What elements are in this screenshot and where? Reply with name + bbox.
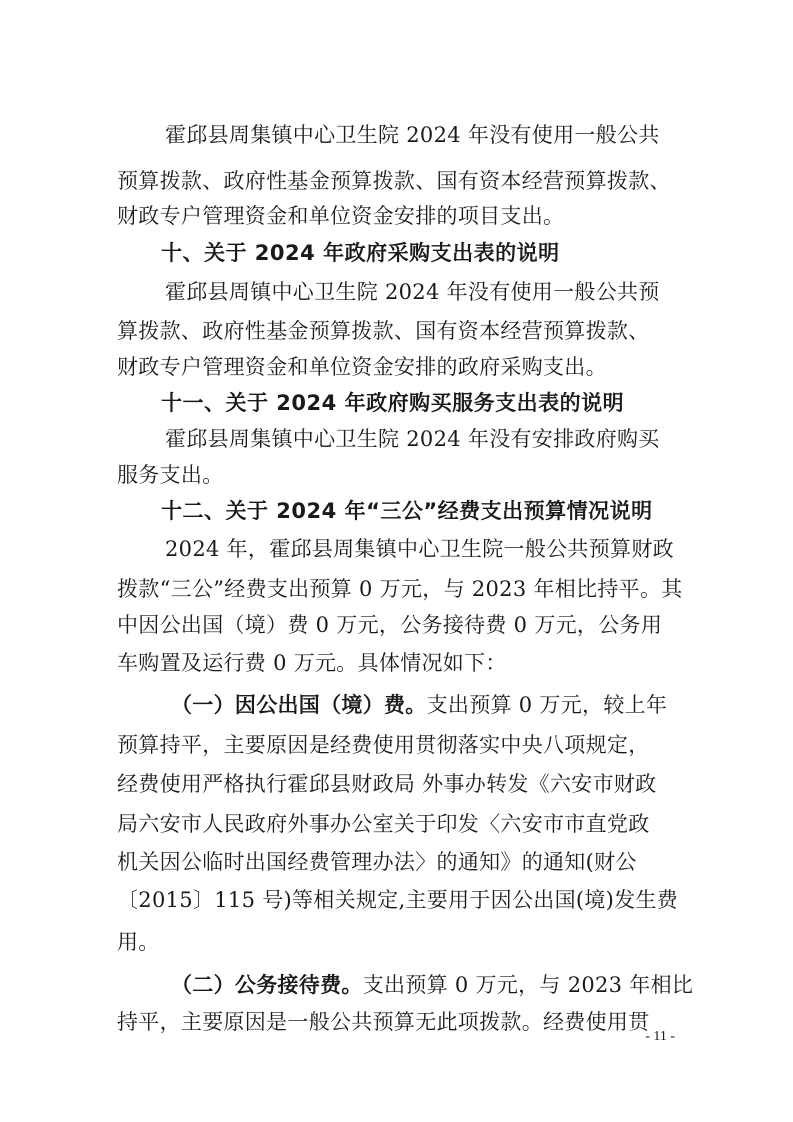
body-text-line: 财政专户管理资金和单位资金安排的政府采购支出。 [117, 355, 607, 379]
body-text-line: 霍邱县周集镇中心卫生院 2024 年没有安排政府购买 [165, 427, 660, 451]
subsection-paragraph-line [0, 691, 793, 719]
body-text-line: 2024 年，霍邱县周集镇中心卫生院一般公共预算财政 [165, 537, 674, 561]
body-text-line: 经费使用严格执行霍邱县财政局 外事办转发《六安市财政 [117, 772, 657, 796]
body-text-line: 财政专户管理资金和单位资金安排的项目支出。 [117, 204, 565, 228]
subsection-title: （一）因公出国（境）费。 [171, 693, 427, 717]
section-heading: 十二、关于 2024 年“三公”经费支出预算情况说明 [161, 499, 653, 523]
body-text-line: 中因公出国（境）费 0 万元，公务接待费 0 万元，公务用 [117, 613, 663, 637]
body-text-line: 〔2015〕115 号)等相关规定,主要用于因公出国(境)发生费 [117, 888, 679, 912]
body-text-line: 霍邱县周集镇中心卫生院 2024 年没有使用一般公共 [165, 123, 660, 147]
section-heading: 十一、关于 2024 年政府购买服务支出表的说明 [161, 391, 625, 415]
subsection-paragraph-line [0, 971, 793, 999]
body-text-line: 持平，主要原因是一般公共预算无此项拨款。经费使用贯 [117, 1010, 650, 1034]
subsection-title: （二）公务接待费。 [171, 973, 363, 997]
body-text-line: 用。 [117, 930, 160, 954]
body-text-line: 预算持平，主要原因是经费使用贯彻落实中央八项规定， [117, 733, 650, 757]
subsection-text: 支出预算 0 万元，较上年 [426, 693, 668, 717]
body-text-line: 车购置及运行费 0 万元。具体情况如下： [117, 651, 507, 675]
body-text-line: 霍邱县周镇中心卫生院 2024 年没有使用一般公共预 [165, 280, 660, 304]
body-text-line: 拨款“三公”经费支出预算 0 万元，与 2023 年相比持平。其 [117, 577, 683, 601]
body-text-line: 服务支出。 [117, 463, 224, 487]
page-number: - 11 - [645, 1029, 675, 1044]
section-heading: 十、关于 2024 年政府采购支出表的说明 [161, 241, 560, 265]
body-text-line: 局六安市人民政府外事办公室关于印发〈六安市市直党政 [117, 812, 650, 836]
body-text-line: 算拨款、政府性基金预算拨款、国有资本经营预算拨款、 [117, 319, 650, 343]
body-text-line: 预算拨款、政府性基金预算拨款、国有资本经营预算拨款、 [117, 169, 671, 193]
subsection-text: 支出预算 0 万元，与 2023 年相比 [362, 973, 694, 997]
body-text-line: 机关因公临时出国经费管理办法〉的通知》的通知(财公 [117, 850, 637, 874]
